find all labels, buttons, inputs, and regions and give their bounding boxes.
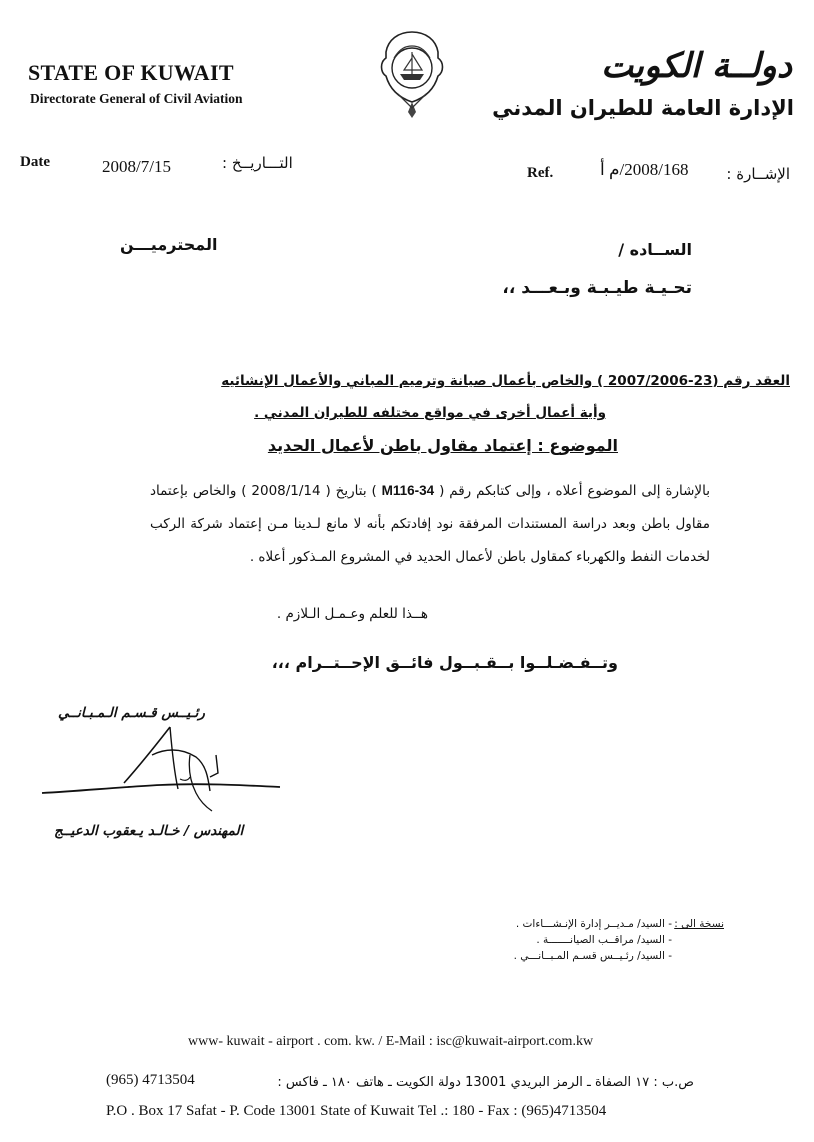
ref-value: 2008/168/م أ <box>600 160 689 179</box>
copy-item: - السيد/ مـديــر إدارة الإنـشـــاءات . <box>515 918 672 930</box>
date-label-ar: التـــاريــخ : <box>222 154 293 172</box>
handwritten-signature <box>40 715 340 825</box>
footer-address-en: P.O . Box 17 Safat - P. Code 13001 State of Kuwait Tel .: 180 - Fax : (965)4713504 <box>106 1103 607 1119</box>
footer-web-email: www- kuwait - airport . com. kw. / E-Mail : isc@kuwait-airport.com.kw <box>188 1034 594 1049</box>
copy-item: - السيد/ مراقــب الصيانـــــــة . <box>536 934 672 946</box>
ref-label-en: Ref. <box>527 165 554 181</box>
contract-line-1: العقد رقم (23-2007/2006 ) والخاص بأعمال صيانة وترميم المباني والأعمال الإنشائيه <box>221 373 790 389</box>
signatory-name: المهندس / خـالـد يـعقوب الدعيــج <box>54 823 244 839</box>
date-label-en: Date <box>20 154 50 170</box>
closing-note: هــذا للعلم وعـمـل الـلازم . <box>276 606 428 622</box>
copies-label: نسخة الى : <box>674 918 724 930</box>
footer-phone-number: (965) 4713504 <box>106 1072 195 1088</box>
state-title-ar: دولــة الكويت <box>601 46 792 86</box>
signatory-title: رئـيــس قـسـم الـمـبـانــي <box>58 705 205 721</box>
directorate-subtitle-en: Directorate General of Civil Aviation <box>30 91 243 106</box>
contract-line-2: وأية أعمال أخرى في مواقع مختلفه للطيران المدني . <box>254 405 606 421</box>
kuwait-emblem-icon <box>376 28 448 120</box>
copy-item: - السيد/ رئـيــس قسـم المـبــانـــي . <box>513 950 672 962</box>
honorific: المحترميـــن <box>120 235 218 254</box>
greeting: تحـيـة طيـبـة وبـعـــد ،، <box>502 278 692 298</box>
state-title-en: STATE OF KUWAIT <box>28 60 234 85</box>
body-paragraph <box>150 474 710 574</box>
date-value: 2008/7/15 <box>102 157 171 176</box>
ref-label-ar: الإشــارة : <box>726 165 790 183</box>
subject-line: الموضوع : إعتماد مقاول باطن لأعمال الحديد <box>267 436 618 455</box>
directorate-subtitle-ar: الإدارة العامة للطيران المدني <box>492 96 794 120</box>
letter-ref-number: M116-34 <box>381 483 435 498</box>
footer-address-ar: ص.ب : ١٧ الصفاة ـ الرمز البريدي 13001 دولة الكويت ـ هاتف ١٨٠ ـ فاكس : <box>277 1075 694 1090</box>
body-part-2: ) بتاريخ ( 2008/1/14 ) والخاص بإعتماد مقاول باطن وبعد دراسة المستندات المرفقة نود إفادتكم بأنه لا مانع لـدينا مـن إعتماد شركة الركب لخدمات النفط والكهرباء كمقاول باطن لأعمال الحديد في المشروع المـذكور أعلاه . <box>150 483 710 565</box>
addressee: الســاده / <box>618 240 692 259</box>
body-part-1: بالإشارة إلى الموضوع أعلاه ، وإلى كتابكم رقم ( <box>439 483 710 499</box>
closing-salutation: وتــفـضـلــوا بــقـبــول فائــق الإحــتــرام ،،، <box>271 653 618 672</box>
